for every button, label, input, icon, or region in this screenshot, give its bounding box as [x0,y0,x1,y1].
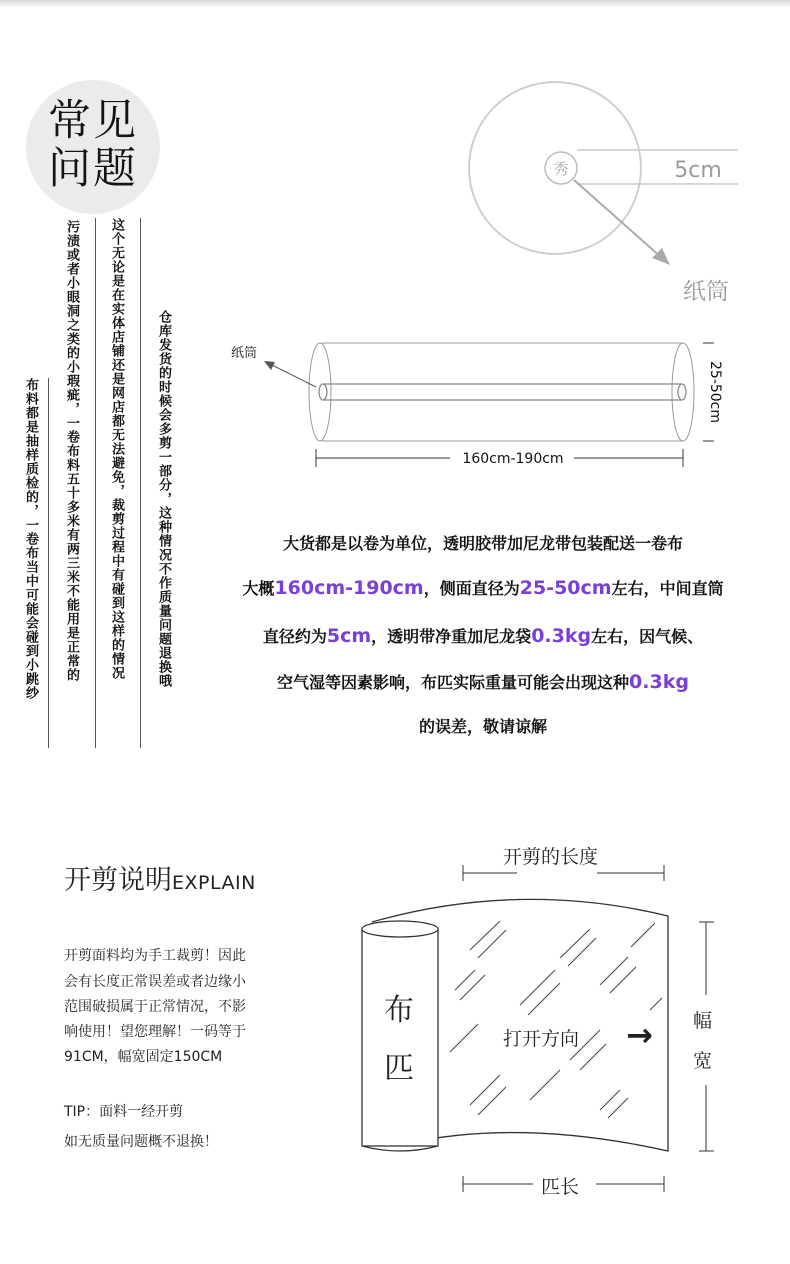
cut-title-en: EXPLAIN [172,872,256,894]
column-warehouse: 仓库发货的时候会多剪一部分，这种情况不作质量问题退换哦 [156,310,171,688]
highlight-error: 0.3kg [629,671,689,693]
tube-right-end [678,384,686,400]
roll-end-view [469,82,738,305]
highlight-weight: 0.3kg [531,625,592,647]
tube-label-top: 纸筒 [683,279,729,305]
cut-body-line: 响使用！望您理解！一码等于 [64,1024,246,1040]
open-direction-label: 打开方向 [503,1028,580,1050]
roll-side-view [231,343,723,467]
width-char-2: 宽 [693,1050,713,1072]
width-char-1: 幅 [693,1010,713,1032]
bolt-length-label: 匹长 [541,1176,580,1198]
faq-title-line2: 问题 [48,144,138,194]
faq-title-line1: 常见 [48,96,138,146]
arrow-right-icon: → [626,1016,653,1054]
fabric-roll [362,929,438,1146]
roll-char-1: 布 [384,993,414,1028]
highlight-length: 160cm-190cm [274,577,424,599]
cut-body-line: 会有长度正常误差或者边缘小 [64,974,246,990]
core-size-label: 5cm [674,158,722,183]
highlight-diameter: 25-50cm [519,577,612,599]
core-mark: 秀 [553,160,569,178]
desc-line-3: 直径约为5cm，透明带净重加尼龙袋0.3kg左右，因气候、 [262,625,704,647]
roll-char-2: 匹 [384,1051,414,1086]
fabric-roll-top [362,921,438,937]
column-unavoidable: 这个无论是在实体店铺还是网店都无法避免，裁剪过程中有碰到这样的情况 [109,218,124,680]
tube-pointer [574,180,662,258]
tube-side-pointer [270,364,316,387]
length-label: 160cm-190cm [462,451,564,467]
cut-body-line: 91CM，幅宽固定150CM [64,1049,223,1065]
column-stains: 污渍或者小眼洞之类的小瑕疵，一卷布料五十多米有两三米不能用是正常的 [64,220,79,682]
cut-tip-line: TIP：面料一经开剪 [64,1104,184,1120]
desc-line-4: 空气湿等因素影响，布匹实际重量可能会出现这种0.3kg [277,671,689,693]
cut-tip-line: 如无质量问题概不退换！ [64,1134,218,1150]
desc-line-2: 大概160cm-190cm，侧面直径为25-50cm左右，中间直筒 [242,577,724,599]
desc-line-5: 的误差，敬请谅解 [418,717,547,736]
tube-left-end [319,384,327,400]
cut-title: 开剪说明EXPLAIN [64,865,256,896]
desc-line-1: 大货都是以卷为单位，透明胶带加尼龙带包装配送一卷布 [282,534,683,553]
highlight-core: 5cm [326,625,372,647]
cut-body-line: 开剪面料均为手工裁剪！因此 [64,948,246,964]
diameter-label: 25-50cm [707,360,723,424]
tube-label-side: 纸筒 [230,346,258,361]
cut-length-label: 开剪的长度 [503,846,599,868]
column-sampling: 布料都是抽样质检的，一卷布当中可能会碰到小跳纱 [23,378,38,700]
fabric-roll-bottom [362,1146,438,1151]
cut-body-line: 范围破损属于正常情况，不影 [64,999,246,1015]
